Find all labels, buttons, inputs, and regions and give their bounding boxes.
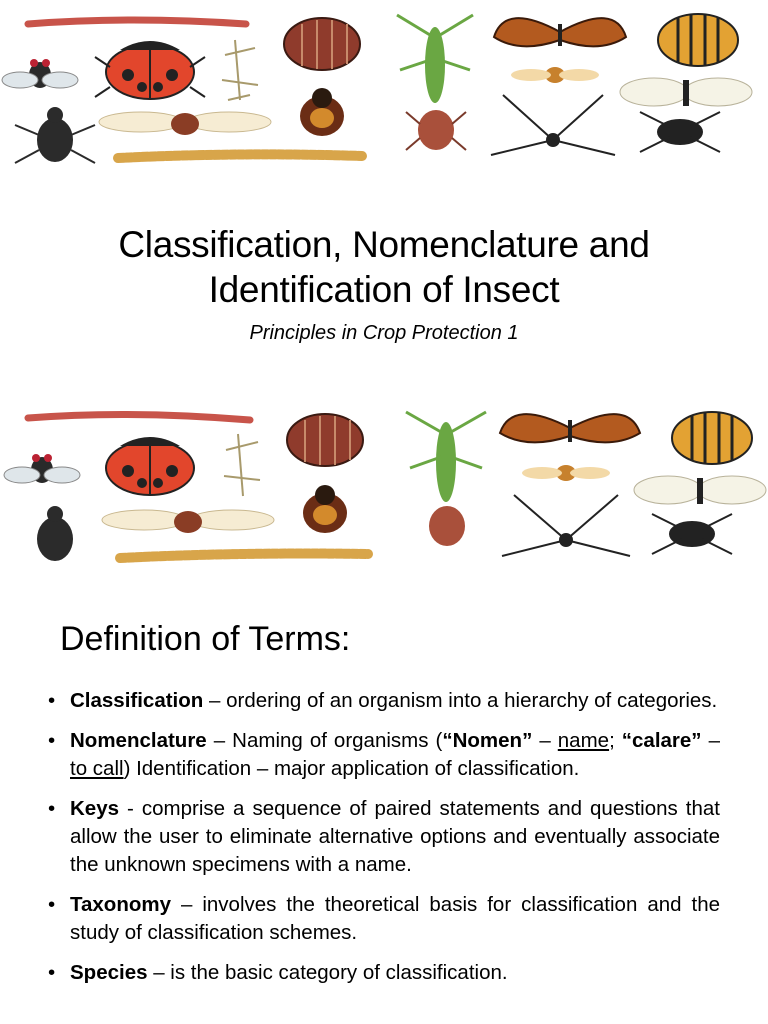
- striped-beetle-icon: [658, 14, 738, 66]
- bullet-icon: •: [48, 689, 56, 712]
- scarab-icon: [300, 88, 344, 136]
- list-item: [48, 687, 720, 715]
- definition-list: [48, 687, 720, 999]
- butterfly-icon: [500, 414, 640, 442]
- fly-icon: [2, 59, 78, 88]
- list-item: [48, 795, 720, 879]
- definitions-slide: [0, 384, 768, 1024]
- title-line-1: Classification, Nomenclature and: [118, 224, 650, 265]
- list-item: [48, 891, 720, 947]
- earthworm-icon: [28, 414, 250, 420]
- list-item: [48, 959, 720, 987]
- slide-title: [0, 222, 768, 312]
- definition: – ordering of an organism into a hierarchy of categories.: [203, 689, 718, 712]
- ground-beetle-icon: [15, 107, 95, 163]
- bullet-icon: •: [48, 729, 56, 752]
- definition: - comprise a sequence of paired statements and questions that allow the user to eliminate alternative options and eventually associate the unknown specimens with a name.: [70, 797, 720, 876]
- stick-insect-icon: [224, 434, 260, 496]
- harvestman-icon: [491, 95, 615, 155]
- definition: – involves the theoretical basis for classification and the study of classification schemes.: [70, 893, 720, 944]
- harvestman-icon: [502, 495, 630, 556]
- term: Species: [70, 961, 148, 984]
- bullet-icon: •: [48, 893, 56, 916]
- tick-icon: [406, 110, 466, 150]
- bullet-icon: •: [48, 961, 56, 984]
- fly-icon: [4, 454, 80, 483]
- striped-beetle-icon: [672, 412, 752, 464]
- slide-subtitle: Principles in Crop Protection 1: [249, 322, 519, 344]
- definition-part: – Naming of organisms (: [206, 729, 443, 752]
- list-item: [48, 727, 720, 783]
- separator: –: [532, 729, 558, 752]
- term: Keys: [70, 797, 120, 820]
- separator: ;: [609, 729, 622, 752]
- lacewing-icon: [620, 78, 752, 106]
- stick-insect-icon: [222, 40, 258, 100]
- latin-term: “Nomen”: [442, 729, 533, 752]
- lacewing-icon: [634, 476, 766, 504]
- term: Taxonomy: [70, 893, 171, 916]
- earthworm-icon: [28, 20, 246, 24]
- term: Classification: [70, 689, 204, 712]
- bullet-icon: •: [48, 797, 56, 820]
- cicada-large-icon: [102, 510, 274, 533]
- tick-icon: [429, 506, 465, 546]
- term: Nomenclature: [70, 729, 207, 752]
- meaning: name: [557, 729, 610, 752]
- definition: – is the basic category of classification.: [147, 961, 508, 984]
- mealworm-icon: [118, 154, 362, 158]
- insect-banner-top: [0, 0, 768, 175]
- ladybug-icon: [95, 41, 205, 99]
- cicada-icon: [522, 465, 610, 481]
- ground-beetle-icon: [37, 506, 73, 561]
- spider-icon: [652, 514, 732, 554]
- stink-bug-icon: [284, 18, 360, 70]
- separator: –: [701, 729, 720, 752]
- slide-heading: Definition of Terms:: [60, 620, 351, 658]
- butterfly-icon: [494, 18, 626, 46]
- definition-part: ) Identification – major application of classification.: [123, 757, 580, 780]
- latin-term: “calare”: [621, 729, 702, 752]
- scarab-icon: [303, 485, 347, 533]
- mealworm-icon: [120, 554, 368, 559]
- mantis-icon: [406, 412, 486, 502]
- cicada-large-icon: [99, 112, 271, 135]
- ladybug-icon: [106, 437, 194, 495]
- spider-icon: [640, 112, 720, 152]
- title-slide: [0, 0, 768, 380]
- mantis-icon: [397, 15, 473, 103]
- cicada-icon: [511, 67, 599, 83]
- insect-banner-bottom: [0, 394, 768, 569]
- stink-bug-icon: [287, 414, 363, 466]
- meaning: to call: [70, 757, 124, 780]
- title-line-2: Identification of Insect: [208, 269, 560, 310]
